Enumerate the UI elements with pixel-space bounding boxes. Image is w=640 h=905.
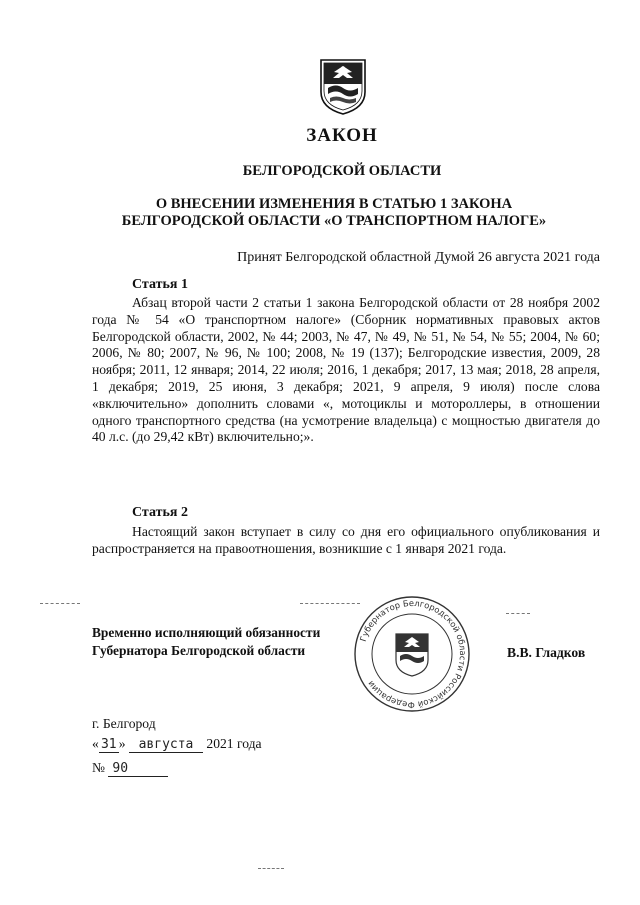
document-subtitle: БЕЛГОРОДСКОЙ ОБЛАСТИ <box>242 163 442 179</box>
article-2-heading: Статья 2 <box>132 505 188 520</box>
signing-date <box>92 736 262 753</box>
law-name-line-2: БЕЛГОРОДСКОЙ ОБЛАСТИ «О ТРАНСПОРТНОМ НАЛОГЕ» <box>121 213 547 229</box>
signer-position-line-1: Временно исполняющий обязанности <box>92 625 321 640</box>
article-1-text: Абзац второй части 2 статьи 1 закона Белгородской области от 28 ноября 2002 года № 54 «О транспортном налоге» (Сборник нормативных правовых актов Белгородской области, 2002, № 44; 2003, № 47, № 49, № 51, № 54, № 55; 2004, № 60; 2006, № 80; 2007, № 96, № 100; 2008, № 19 (137); Белгородские известия, 2009, 28 ноября; 2011, 12 января; 2014, 22 июля; 2016, 1 декабря; 2017, 13 мая; 2018, 28 апреля, 1 декабря; 2019, 25 июня, 3 декабря; 2021, 9 апреля, 9 июля) после слова «включительно» дополнить словами «, мотоциклы и мотороллеры, в отношении одного транспортного средства (на усмотрение владельца) с мощностью двигателя до 40 л.с. (до 29,42 кВт) включительно;». <box>92 295 600 445</box>
article-1-heading: Статья 1 <box>132 277 188 292</box>
date-month: августа <box>129 738 203 753</box>
date-quote-close: » <box>118 736 126 751</box>
law-name <box>0 196 640 230</box>
official-seal-icon <box>352 592 472 716</box>
scan-mark <box>300 603 360 604</box>
number-value: 90 <box>108 762 168 777</box>
adoption-note: Принят Белгородской областной Думой 26 августа 2021 года <box>237 250 600 265</box>
scan-mark <box>258 868 284 869</box>
law-number <box>92 760 168 777</box>
signer-name: В.В. Гладков <box>507 645 586 660</box>
number-label: № <box>92 760 105 775</box>
date-year: 2021 года <box>206 736 262 751</box>
date-quote-open: « <box>92 736 99 751</box>
document-title: ЗАКОН <box>306 125 378 146</box>
law-name-line-1: О ВНЕСЕНИИ ИЗМЕНЕНИЯ В СТАТЬЮ 1 ЗАКОНА <box>155 196 513 212</box>
signer-position <box>92 624 320 659</box>
signing-place: г. Белгород <box>92 716 156 731</box>
signer-position-line-2: Губернатора Белгородской области <box>92 642 306 658</box>
scan-mark <box>506 613 530 614</box>
article-2-text: Настоящий закон вступает в силу со дня его официального опубликования и распространяется на правоотношения, возникшие с 1 января 2021 года. <box>92 524 600 557</box>
seal-ring-text: Губернатор Белгородской области Российской Федерации <box>357 597 469 711</box>
scan-mark <box>40 603 80 604</box>
belgorod-coat-of-arms-icon <box>318 58 368 116</box>
date-day: 31 <box>99 738 119 753</box>
